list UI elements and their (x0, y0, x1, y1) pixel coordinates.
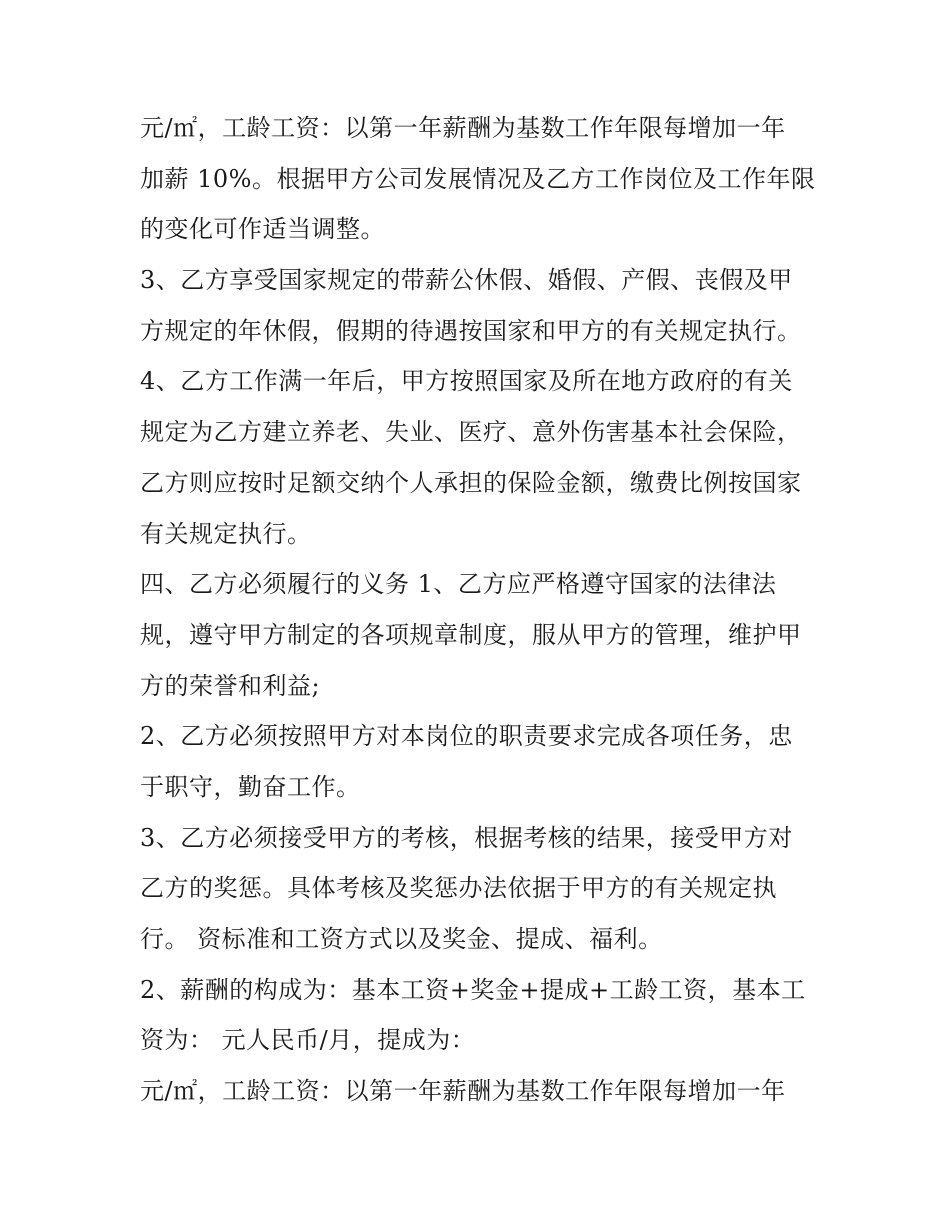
text-line: 规定为乙方建立养老、失业、医疗、意外伤害基本社会保险， (140, 418, 802, 447)
text-line: 四、乙方必须履行的义务 1、乙方应严格遵守国家的法律法 (140, 570, 777, 599)
text-line: 方的荣誉和利益; (140, 671, 321, 700)
text-line: 2、乙方必须按照甲方对本岗位的职责要求完成各项任务，忠 (140, 722, 793, 751)
text-line: 方规定的年休假，假期的待遇按国家和甲方的有关规定执行。 (140, 316, 802, 345)
text-line: 加薪 10%。根据甲方公司发展情况及乙方工作岗位及工作年限 (140, 164, 816, 193)
text-line: 的变化可作适当调整。 (140, 215, 385, 244)
text-line: 3、乙方必须接受甲方的考核，根据考核的结果，接受甲方对 (140, 823, 793, 852)
text-line: 规，遵守甲方制定的各项规章制度，服从甲方的管理，维护甲 (140, 620, 802, 649)
text-line: 元/㎡，工龄工资：以第一年薪酬为基数工作年限每增加一年 (140, 1077, 786, 1106)
text-line: 4、乙方工作满一年后，甲方按照国家及所在地方政府的有关 (140, 367, 793, 396)
text-line: 元/㎡，工龄工资：以第一年薪酬为基数工作年限每增加一年 (140, 114, 786, 142)
text-line: 资为： 元人民币/月，提成为： (140, 1026, 476, 1055)
document-body (140, 103, 820, 1117)
text-line: 有关规定执行。 (140, 519, 312, 548)
text-line: 于职守，勤奋工作。 (140, 772, 361, 801)
text-line: 乙方则应按时足额交纳个人承担的保险金额，缴费比例按国家 (140, 468, 802, 497)
text-line: 3、乙方享受国家规定的带薪公休假、婚假、产假、丧假及甲 (140, 266, 793, 295)
text-line: 行。 资标准和工资方式以及奖金、提成、福利。 (140, 925, 663, 953)
text-line: 乙方的奖惩。具体考核及奖惩办法依据于甲方的有关规定执 (140, 874, 777, 903)
text-line: 2、薪酬的构成为：基本工资+奖金+提成+工龄工资，基本工 (140, 975, 806, 1004)
